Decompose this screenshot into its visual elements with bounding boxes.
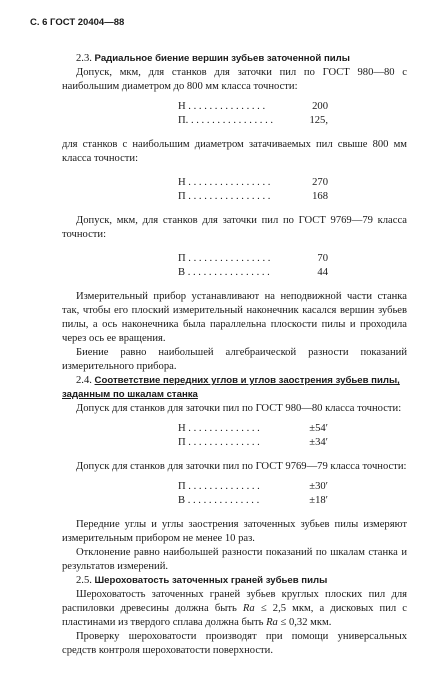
tolerance-row: Н . . . . . . . . . . . . . . ±54′: [178, 423, 328, 434]
tolerance-table: [178, 422, 328, 450]
paragraph: Передние углы и углы заострения заточенных зубьев пилы измеряют измерительным прибором не менее 10 раз.: [62, 519, 407, 544]
paragraph: Шероховатость заточенных граней зубьев круглых плоских пил для распиловки древесины должна быть Ra ≤ 2,5 мкм, а дисковых пил с пластинами из твердого сплава должна быть Ra ≤ 0,32 мкм.: [62, 589, 407, 628]
paragraph: Отклонение равно наибольшей разности показаний по шкалам станка и результатов измерений.: [62, 547, 407, 572]
document-body: [62, 52, 407, 658]
page-header: С. 6 ГОСТ 20404—88: [30, 17, 125, 28]
paragraph: Допуск для станков для заточки пил по ГОСТ 980—80 класса точности:: [76, 403, 402, 414]
tolerance-row: Н . . . . . . . . . . . . . . . 200: [178, 101, 328, 112]
tolerance-row: П . . . . . . . . . . . . . . ±34′: [178, 437, 328, 448]
tolerance-table: [178, 100, 328, 128]
tolerance-row: В . . . . . . . . . . . . . . ±18′: [178, 495, 328, 506]
section-title: Радиальное биение вершин зубьев заточенной пилы: [94, 53, 350, 64]
paragraph: Допуск, мкм, для станков для заточки пил по ГОСТ 980—80 с наибольшим диаметром до 800 мм класса точности:: [62, 67, 407, 92]
tolerance-row: П. . . . . . . . . . . . . . . . . 125,: [178, 115, 328, 126]
tolerance-row: П . . . . . . . . . . . . . . . . 70: [178, 253, 328, 264]
ra-symbol: Ra: [242, 603, 255, 614]
tolerance-table: [178, 252, 328, 280]
tolerance-row: П . . . . . . . . . . . . . . ±30′: [178, 481, 328, 492]
paragraph: Допуск, мкм, для станков для заточки пил по ГОСТ 9769—79 класса точности:: [62, 215, 407, 240]
section-title: Шероховатость заточенных граней зубьев пилы: [94, 575, 328, 586]
section-title: Соответствие передних углов и углов заострения зубьев пилы, заданным по шкалам станка: [62, 375, 400, 400]
section-number: 2.3.: [76, 53, 92, 64]
paragraph: Биение равно наибольшей алгебраической разности показаний измерительного прибора.: [62, 347, 407, 372]
paragraph: для станков с наибольшим диаметром затачиваемых пил свыше 800 мм класса точности:: [62, 139, 407, 164]
section-number: 2.5.: [76, 575, 92, 586]
paragraph: Допуск для станков для заточки пил по ГОСТ 9769—79 класса точности:: [76, 461, 407, 472]
tolerance-row: В . . . . . . . . . . . . . . . . 44: [178, 267, 328, 278]
tolerance-row: Н . . . . . . . . . . . . . . . . 270: [178, 177, 328, 188]
tolerance-row: П . . . . . . . . . . . . . . . . 168: [178, 191, 328, 202]
paragraph: Проверку шероховатости производят при помощи универсальных средств контроля шероховатости поверхности.: [62, 631, 407, 656]
section-heading-2-5: [62, 574, 407, 588]
section-heading-2-4: [62, 374, 407, 402]
section-number: 2.4.: [76, 375, 92, 386]
tolerance-table: [178, 176, 328, 204]
section-heading-2-3: [62, 52, 407, 66]
ra-symbol: Ra: [266, 617, 278, 628]
paragraph: Измерительный прибор устанавливают на неподвижной части станка так, чтобы его плоский измерительный наконечник касался вершин зубьев пилы, а ось наконечника была параллельна плоскости пилы и проходила через ось ее вращения.: [62, 291, 407, 344]
tolerance-table: [178, 480, 328, 508]
